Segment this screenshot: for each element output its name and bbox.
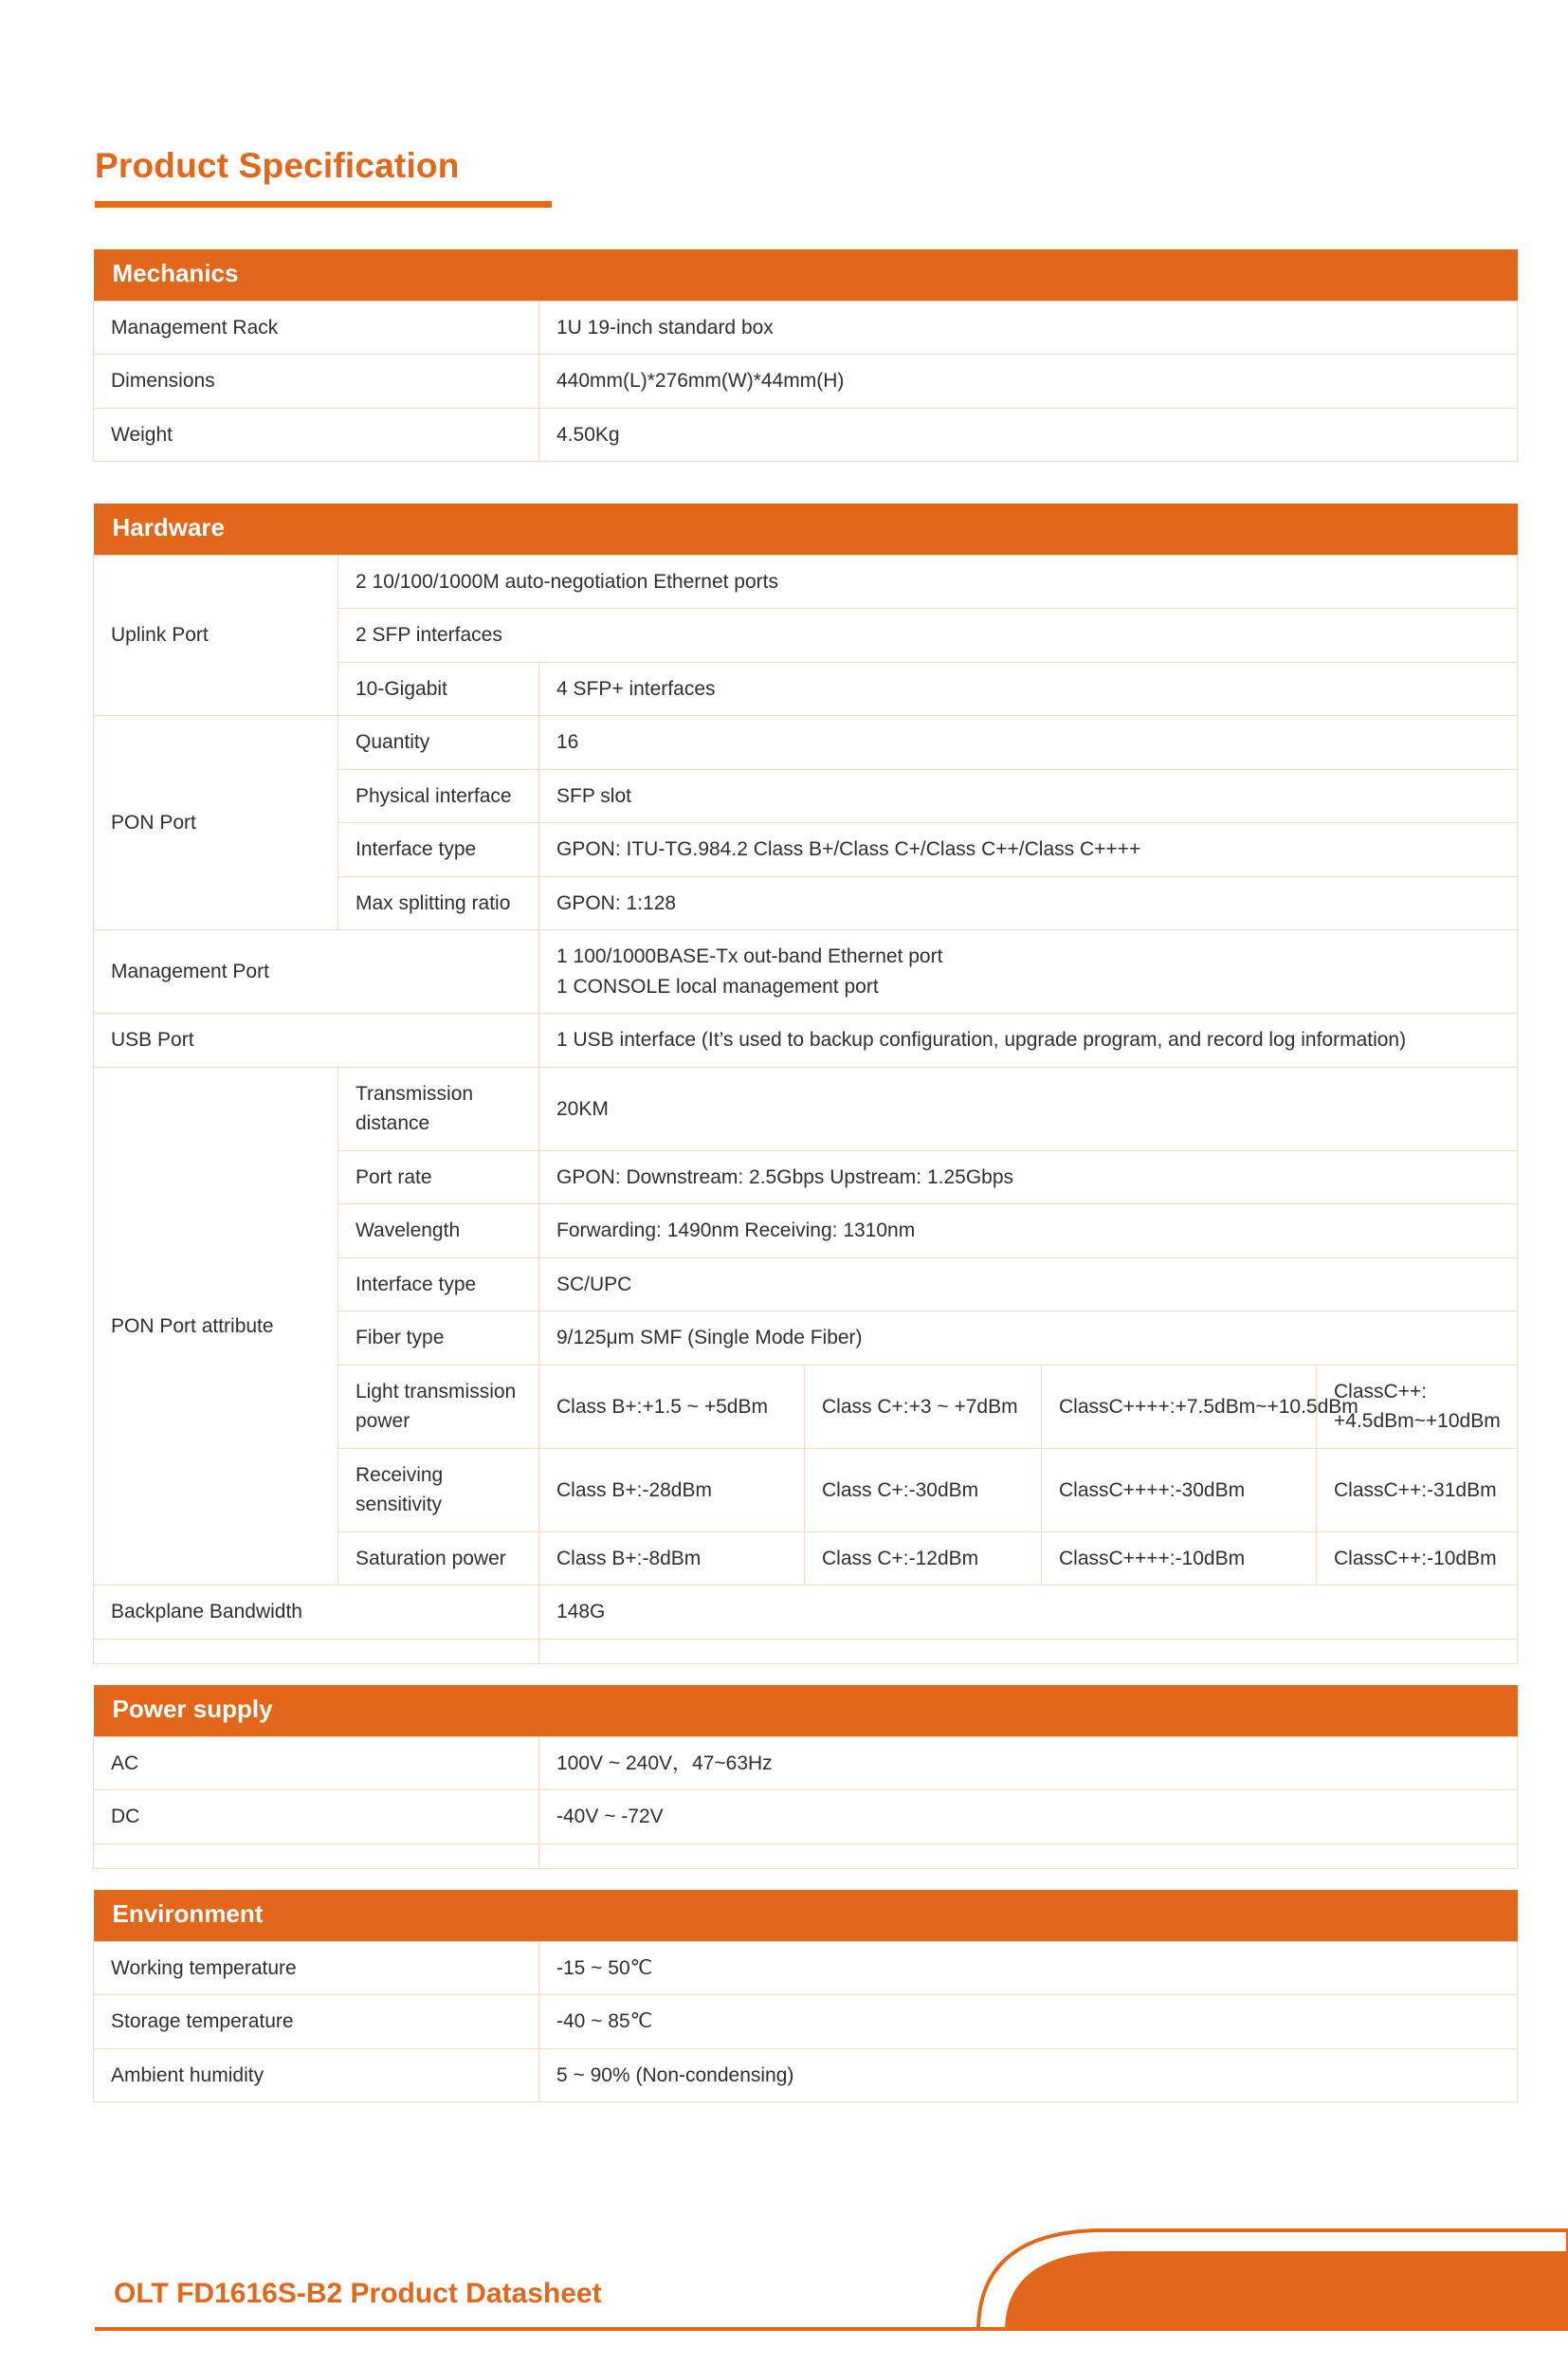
row-label: Weight (94, 408, 539, 462)
row-sublabel: Wavelength (338, 1204, 539, 1258)
row-value: 16 (539, 716, 1518, 770)
spacer (0, 1869, 1568, 1890)
recv-sens-class-c4plus: ClassC++++:-30dBm (1042, 1448, 1317, 1531)
power-supply-table (93, 1685, 1518, 1869)
table-row-empty (94, 1843, 1518, 1868)
row-label-usb-port: USB Port (94, 1014, 539, 1068)
row-sublabel: Physical interface (338, 769, 539, 823)
row-label-backplane-bandwidth: Backplane Bandwidth (94, 1586, 539, 1640)
row-sublabel: Port rate (338, 1150, 539, 1204)
empty-cell-right (539, 1639, 1518, 1663)
sat-power-class-bplus: Class B+:-8dBm (539, 1531, 805, 1586)
row-value: 20KM (539, 1067, 1518, 1150)
page-title: Product Specification (95, 146, 460, 185)
row-label-management-port: Management Port (94, 930, 539, 1014)
row-label: AC (94, 1736, 539, 1790)
table-row (94, 301, 1518, 355)
row-sublabel: Fiber type (338, 1311, 539, 1366)
table-row (94, 716, 1518, 770)
mechanics-table (93, 249, 1518, 462)
uplink-ethernet-ports: 2 10/100/1000M auto-negotiation Ethernet ports (338, 555, 1518, 609)
section-title: Power supply (94, 1685, 1518, 1736)
section-header-hardware (94, 504, 1518, 555)
row-value: 9/125μm SMF (Single Mode Fiber) (539, 1311, 1518, 1366)
row-value: 148G (539, 1586, 1518, 1640)
footer-dot-icon (1442, 2339, 1458, 2352)
row-value: 5 ~ 90% (Non-condensing) (539, 2048, 1518, 2102)
recv-sens-class-cplus: Class C+:-30dBm (805, 1448, 1042, 1531)
datasheet-page (0, 147, 1568, 2365)
row-label: Dimensions (94, 355, 539, 409)
section-title: Mechanics (94, 249, 1518, 301)
hardware-table (93, 504, 1518, 1664)
usb-port-value: 1 USB interface (It’s used to backup configuration, upgrade program, and record log information) (539, 1014, 1518, 1068)
spacer (0, 1664, 1568, 1685)
environment-table (93, 1890, 1518, 2102)
row-value: GPON: Downstream: 2.5Gbps Upstream: 1.25Gbps (539, 1150, 1518, 1204)
table-row (94, 2048, 1518, 2102)
row-label: Ambient humidity (94, 2048, 539, 2102)
section-header-power-supply (94, 1685, 1518, 1736)
table-row (94, 1067, 1518, 1150)
sat-power-class-c2plus: ClassC++:-10dBm (1317, 1531, 1518, 1586)
light-power-class-cplus: Class C+:+3 ~ +7dBm (805, 1365, 1042, 1448)
row-sublabel: 10-Gigabit (338, 662, 539, 716)
row-value: 440mm(L)*276mm(W)*44mm(H) (539, 355, 1518, 409)
row-value: 4.50Kg (539, 408, 1518, 462)
footer-title: OLT FD1616S-B2 Product Datasheet (114, 2278, 602, 2309)
row-value: -15 ~ 50℃ (539, 1941, 1518, 1995)
row-sublabel: Transmission distance (338, 1067, 539, 1150)
light-power-class-c4plus: ClassC++++:+7.5dBm~+10.5dBm (1042, 1365, 1317, 1448)
spacer (0, 208, 1568, 249)
row-label-uplink-port: Uplink Port (94, 555, 338, 716)
footer-dot-icon (1465, 2339, 1481, 2352)
footer-dot-group (1419, 2339, 1526, 2352)
row-sublabel: Quantity (338, 716, 539, 770)
row-label: Working temperature (94, 1941, 539, 1995)
footer-arc-decoration (961, 2225, 1568, 2331)
table-row (94, 1941, 1518, 1995)
table-row (94, 1736, 1518, 1790)
table-row (94, 355, 1518, 409)
row-value: SC/UPC (539, 1257, 1518, 1311)
row-value: GPON: 1:128 (539, 876, 1518, 930)
table-row (94, 555, 1518, 609)
row-value: 100V ~ 240V，47~63Hz (539, 1736, 1518, 1790)
table-row (94, 1586, 1518, 1640)
table-row (94, 1995, 1518, 2049)
recv-sens-class-bplus: Class B+:-28dBm (539, 1448, 805, 1531)
title-underline (95, 201, 552, 208)
row-value: Forwarding: 1490nm Receiving: 1310nm (539, 1204, 1518, 1258)
row-value: -40 ~ 85℃ (539, 1995, 1518, 2049)
light-power-class-c2plus: ClassC++: +4.5dBm~+10dBm (1317, 1365, 1518, 1448)
sat-power-class-cplus: Class C+:-12dBm (805, 1531, 1042, 1586)
row-sublabel: Interface type (338, 1257, 539, 1311)
uplink-sfp-interfaces: 2 SFP interfaces (338, 609, 1518, 663)
row-label: Management Rack (94, 301, 539, 355)
table-row (94, 930, 1518, 1014)
sat-power-class-c4plus: ClassC++++:-10dBm (1042, 1531, 1317, 1586)
section-title: Hardware (94, 504, 1518, 555)
empty-cell-left (94, 1843, 539, 1868)
footer-dot-icon (1487, 2339, 1504, 2352)
light-power-class-bplus: Class B+:+1.5 ~ +5dBm (539, 1365, 805, 1448)
row-value: GPON: ITU-TG.984.2 Class B+/Class C+/Class C++/Class C++++ (539, 823, 1518, 877)
table-row-empty (94, 1639, 1518, 1663)
row-label-pon-port-attribute: PON Port attribute (94, 1067, 338, 1586)
footer-dot-icon (1510, 2339, 1526, 2352)
empty-cell-right (539, 1843, 1518, 1868)
title-block (95, 147, 1568, 208)
section-title: Environment (94, 1890, 1518, 1941)
table-row (94, 408, 1518, 462)
row-sublabel: Saturation power (338, 1531, 539, 1586)
table-row (94, 1014, 1518, 1068)
row-label: Storage temperature (94, 1995, 539, 2049)
row-value: 1U 19-inch standard box (539, 301, 1518, 355)
row-sublabel: Receiving sensitivity (338, 1448, 539, 1531)
section-header-environment (94, 1890, 1518, 1941)
row-sublabel: Max splitting ratio (338, 876, 539, 930)
row-value: 4 SFP+ interfaces (539, 662, 1518, 716)
management-port-value (539, 930, 1518, 1014)
table-row (94, 1790, 1518, 1844)
management-port-line-1: 1 100/1000BASE-Tx out-band Ethernet port (556, 945, 943, 968)
recv-sens-class-c2plus: ClassC++:-31dBm (1317, 1448, 1518, 1531)
row-label-pon-port: PON Port (94, 716, 338, 930)
row-value: SFP slot (539, 769, 1518, 823)
spacer (0, 462, 1568, 504)
row-value: -40V ~ -72V (539, 1790, 1518, 1844)
management-port-line-2: 1 CONSOLE local management port (556, 975, 879, 998)
row-label: DC (94, 1790, 539, 1844)
row-sublabel: Light transmission power (338, 1365, 539, 1448)
page-footer (0, 2223, 1568, 2365)
section-header-mechanics (94, 249, 1518, 301)
footer-divider (95, 2327, 1005, 2331)
footer-dot-icon (1419, 2339, 1435, 2352)
row-sublabel: Interface type (338, 823, 539, 877)
empty-cell-left (94, 1639, 539, 1663)
